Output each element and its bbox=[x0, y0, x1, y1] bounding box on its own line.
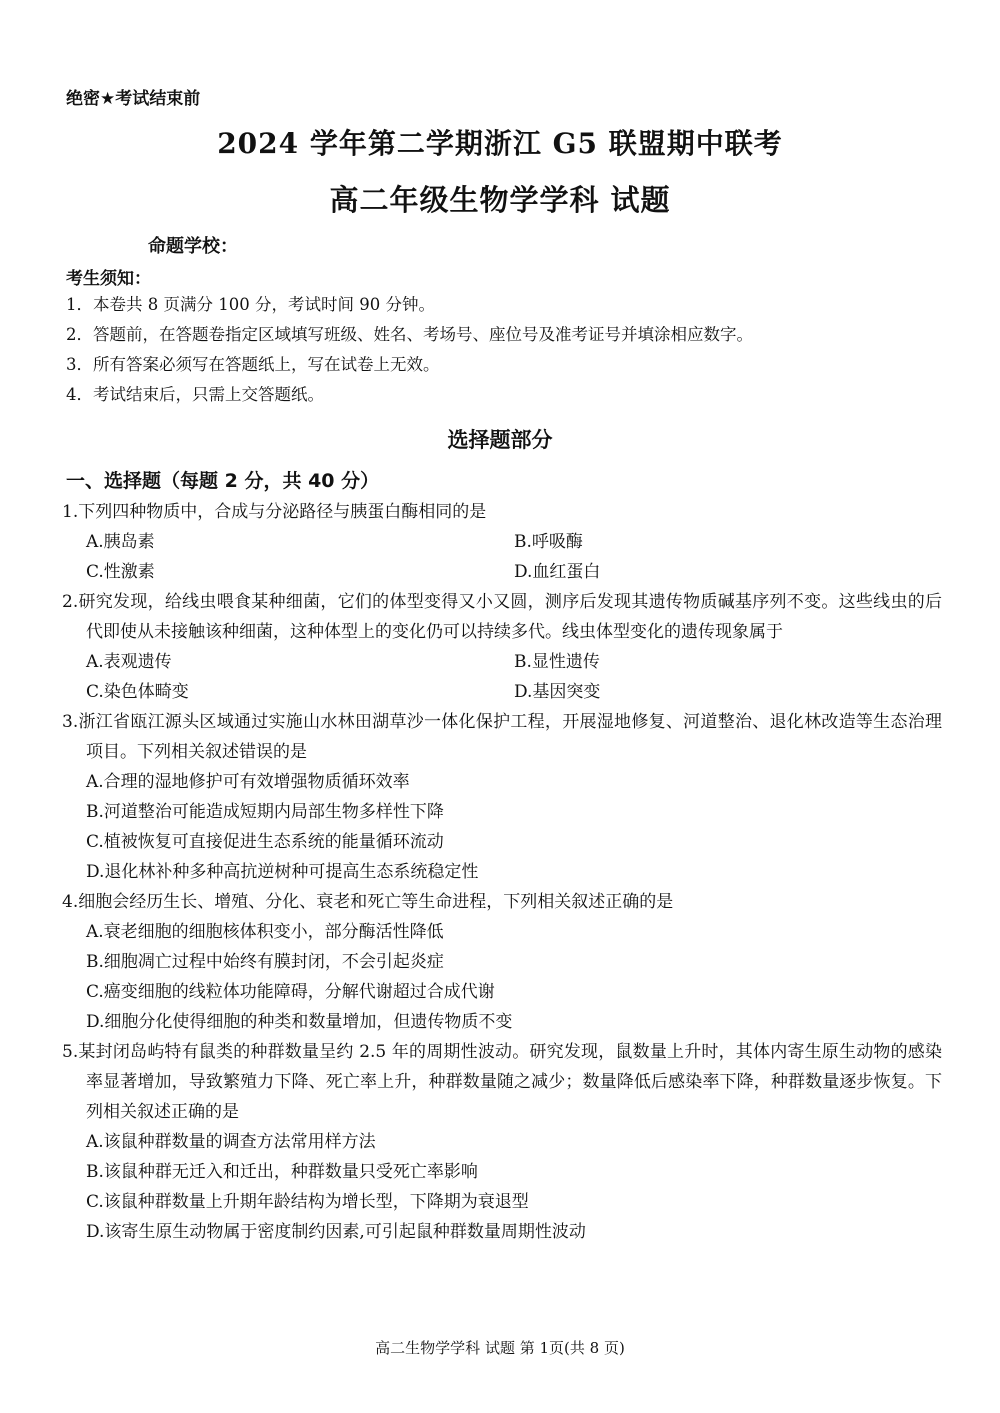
option-c: C.该鼠种群数量上升期年龄结构为增长型，下降期为衰退型 bbox=[86, 1192, 529, 1212]
question-2 bbox=[62, 587, 942, 707]
notice-item: 1．本卷共 8 页满分 100 分，考试时间 90 分钟。 bbox=[66, 295, 435, 314]
question-stem: 2.研究发现，给线虫喂食某种细菌，它们的体型变得又小又圆，测序后发现其遗传物质碱基序列不变。这些线虫的后代即使从未接触该种细菌，这种体型上的变化仍可以持续多代。线虫体型变化的遗传现象属于 bbox=[62, 592, 942, 642]
notice-item: 2．答题前，在答题卷指定区域填写班级、姓名、考场号、座位号及准考证号并填涂相应数字。 bbox=[66, 325, 753, 344]
notice-list bbox=[66, 290, 753, 410]
notice-heading: 考生须知： bbox=[66, 269, 151, 289]
section-title: 选择题部分 bbox=[447, 428, 553, 452]
option-d: D.该寄生原生动物属于密度制约因素,可引起鼠种群数量周期性波动 bbox=[86, 1222, 586, 1242]
option-a: A.表观遗传 bbox=[86, 652, 172, 672]
school-label: 命题学校： bbox=[148, 236, 238, 257]
option-d: D.基因突变 bbox=[514, 682, 601, 702]
option-c: C.植被恢复可直接促进生态系统的能量循环流动 bbox=[86, 832, 444, 852]
question-4 bbox=[62, 887, 942, 1037]
question-3 bbox=[62, 707, 942, 887]
option-c: C.性激素 bbox=[86, 562, 155, 582]
option-a: A.胰岛素 bbox=[86, 532, 155, 552]
notice-item: 4．考试结束后，只需上交答题纸。 bbox=[66, 385, 324, 404]
page-footer: 高二生物学学科 试题 第 1页(共 8 页) bbox=[375, 1339, 625, 1357]
option-d: D.血红蛋白 bbox=[514, 562, 601, 582]
question-1 bbox=[62, 497, 942, 587]
option-row bbox=[62, 647, 942, 677]
exam-title: 2024 学年第二学期浙江 G5 联盟期中联考 bbox=[217, 127, 783, 160]
question-list bbox=[62, 497, 942, 1247]
option-b: B.该鼠种群无迁入和迁出，种群数量只受死亡率影响 bbox=[86, 1162, 478, 1182]
option-row bbox=[62, 557, 942, 587]
option-a: A.合理的湿地修护可有效增强物质循环效率 bbox=[86, 772, 410, 792]
option-d: D.细胞分化使得细胞的种类和数量增加，但遗传物质不变 bbox=[86, 1012, 513, 1032]
question-stem: 1.下列四种物质中，合成与分泌路径与胰蛋白酶相同的是 bbox=[62, 502, 487, 522]
notice-item: 3．所有答案必须写在答题纸上，写在试卷上无效。 bbox=[66, 355, 440, 374]
question-stem: 4.细胞会经历生长、增殖、分化、衰老和死亡等生命进程，下列相关叙述正确的是 bbox=[62, 892, 674, 912]
option-row bbox=[62, 677, 942, 707]
option-c: C.染色体畸变 bbox=[86, 682, 189, 702]
confidential-label: 绝密★考试结束前 bbox=[66, 89, 201, 109]
part-title: 一、选择题（每题 2 分，共 40 分） bbox=[66, 470, 380, 492]
option-a: A.该鼠种群数量的调查方法常用样方法 bbox=[86, 1132, 376, 1152]
option-b: B.细胞凋亡过程中始终有膜封闭，不会引起炎症 bbox=[86, 952, 444, 972]
option-row bbox=[62, 527, 942, 557]
question-stem: 3.浙江省瓯江源头区域通过实施山水林田湖草沙一体化保护工程，开展湿地修复、河道整治、退化林改造等生态治理项目。下列相关叙述错误的是 bbox=[62, 712, 942, 762]
question-5 bbox=[62, 1037, 942, 1247]
exam-subtitle: 高二年级生物学学科 试题 bbox=[329, 183, 671, 217]
option-b: B.河道整治可能造成短期内局部生物多样性下降 bbox=[86, 802, 444, 822]
option-a: A.衰老细胞的细胞核体积变小，部分酶活性降低 bbox=[86, 922, 444, 942]
option-b: B.显性遗传 bbox=[514, 652, 600, 672]
option-c: C.癌变细胞的线粒体功能障碍，分解代谢超过合成代谢 bbox=[86, 982, 495, 1002]
question-stem: 5.某封闭岛屿特有鼠类的种群数量呈约 2.5 年的周期性波动。研究发现，鼠数量上升时，其体内寄生原生动物的感染率显著增加，导致繁殖力下降、死亡率上升，种群数量随之减少；数量降低后感染率下降，种群数量逐步恢复。下列相关叙述正确的是 bbox=[62, 1042, 942, 1122]
option-b: B.呼吸酶 bbox=[514, 532, 583, 552]
option-d: D.退化林补种多种高抗逆树种可提高生态系统稳定性 bbox=[86, 862, 479, 882]
